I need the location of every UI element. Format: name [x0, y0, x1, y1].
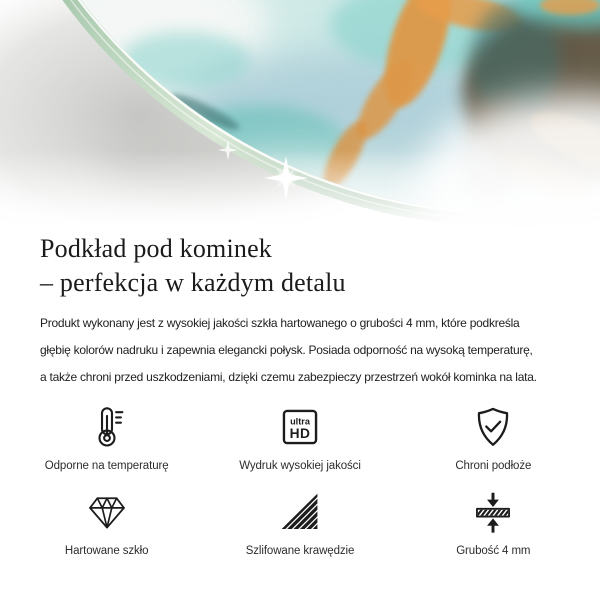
glass-pad-art: [0, 0, 600, 230]
description-line: a także chroni przed uszkodzeniami, dzięki czemu zabezpieczy przestrzeń wokół kominka na lata.: [40, 370, 537, 384]
svg-text:HD: HD: [289, 426, 311, 441]
feature-label: Chroni podłoże: [455, 460, 532, 472]
feature-label: Wydruk wysokiej jakości: [239, 460, 361, 472]
product-description-text: [40, 310, 560, 391]
product-photo-glass-pad: [0, 0, 600, 230]
polished-edges-icon: [278, 487, 322, 537]
feature-grid: [10, 402, 590, 559]
product-description-section: [0, 232, 600, 559]
feature-high-quality-print: [203, 402, 396, 474]
description-line: Produkt wykonany jest z wysokiej jakości szkła hartowanego o grubości 4 mm, które podkreśla: [40, 316, 520, 330]
feature-label: Hartowane szkło: [64, 545, 149, 557]
page-title: [40, 232, 560, 300]
feature-label: Szlifowane krawędzie: [245, 545, 355, 557]
feature-label: Odporne na temperaturę: [44, 460, 169, 472]
feature-temperature-resistant: [10, 402, 203, 474]
page-title-line2: – perfekcja w każdym detalu: [40, 268, 346, 297]
svg-text:ultra: ultra: [290, 416, 310, 427]
feature-thickness-4mm: [397, 487, 590, 559]
feature-label: Grubość 4 mm: [456, 545, 531, 557]
description-line: głębię kolorów nadruku i zapewnia elegancki połysk. Posiada odporność na wysoką temperaturę,: [40, 343, 533, 357]
page-title-line1: Podkład pod kominek: [40, 234, 273, 263]
thickness-arrows-icon: [471, 487, 515, 537]
feature-polished-edges: [203, 487, 396, 559]
thermometer-icon: [84, 402, 130, 452]
feature-tempered-glass: [10, 487, 203, 559]
diamond-icon: [85, 487, 129, 537]
shield-check-icon: [470, 402, 516, 452]
feature-protects-floor: [397, 402, 590, 474]
ultra-hd-icon: [278, 402, 322, 452]
